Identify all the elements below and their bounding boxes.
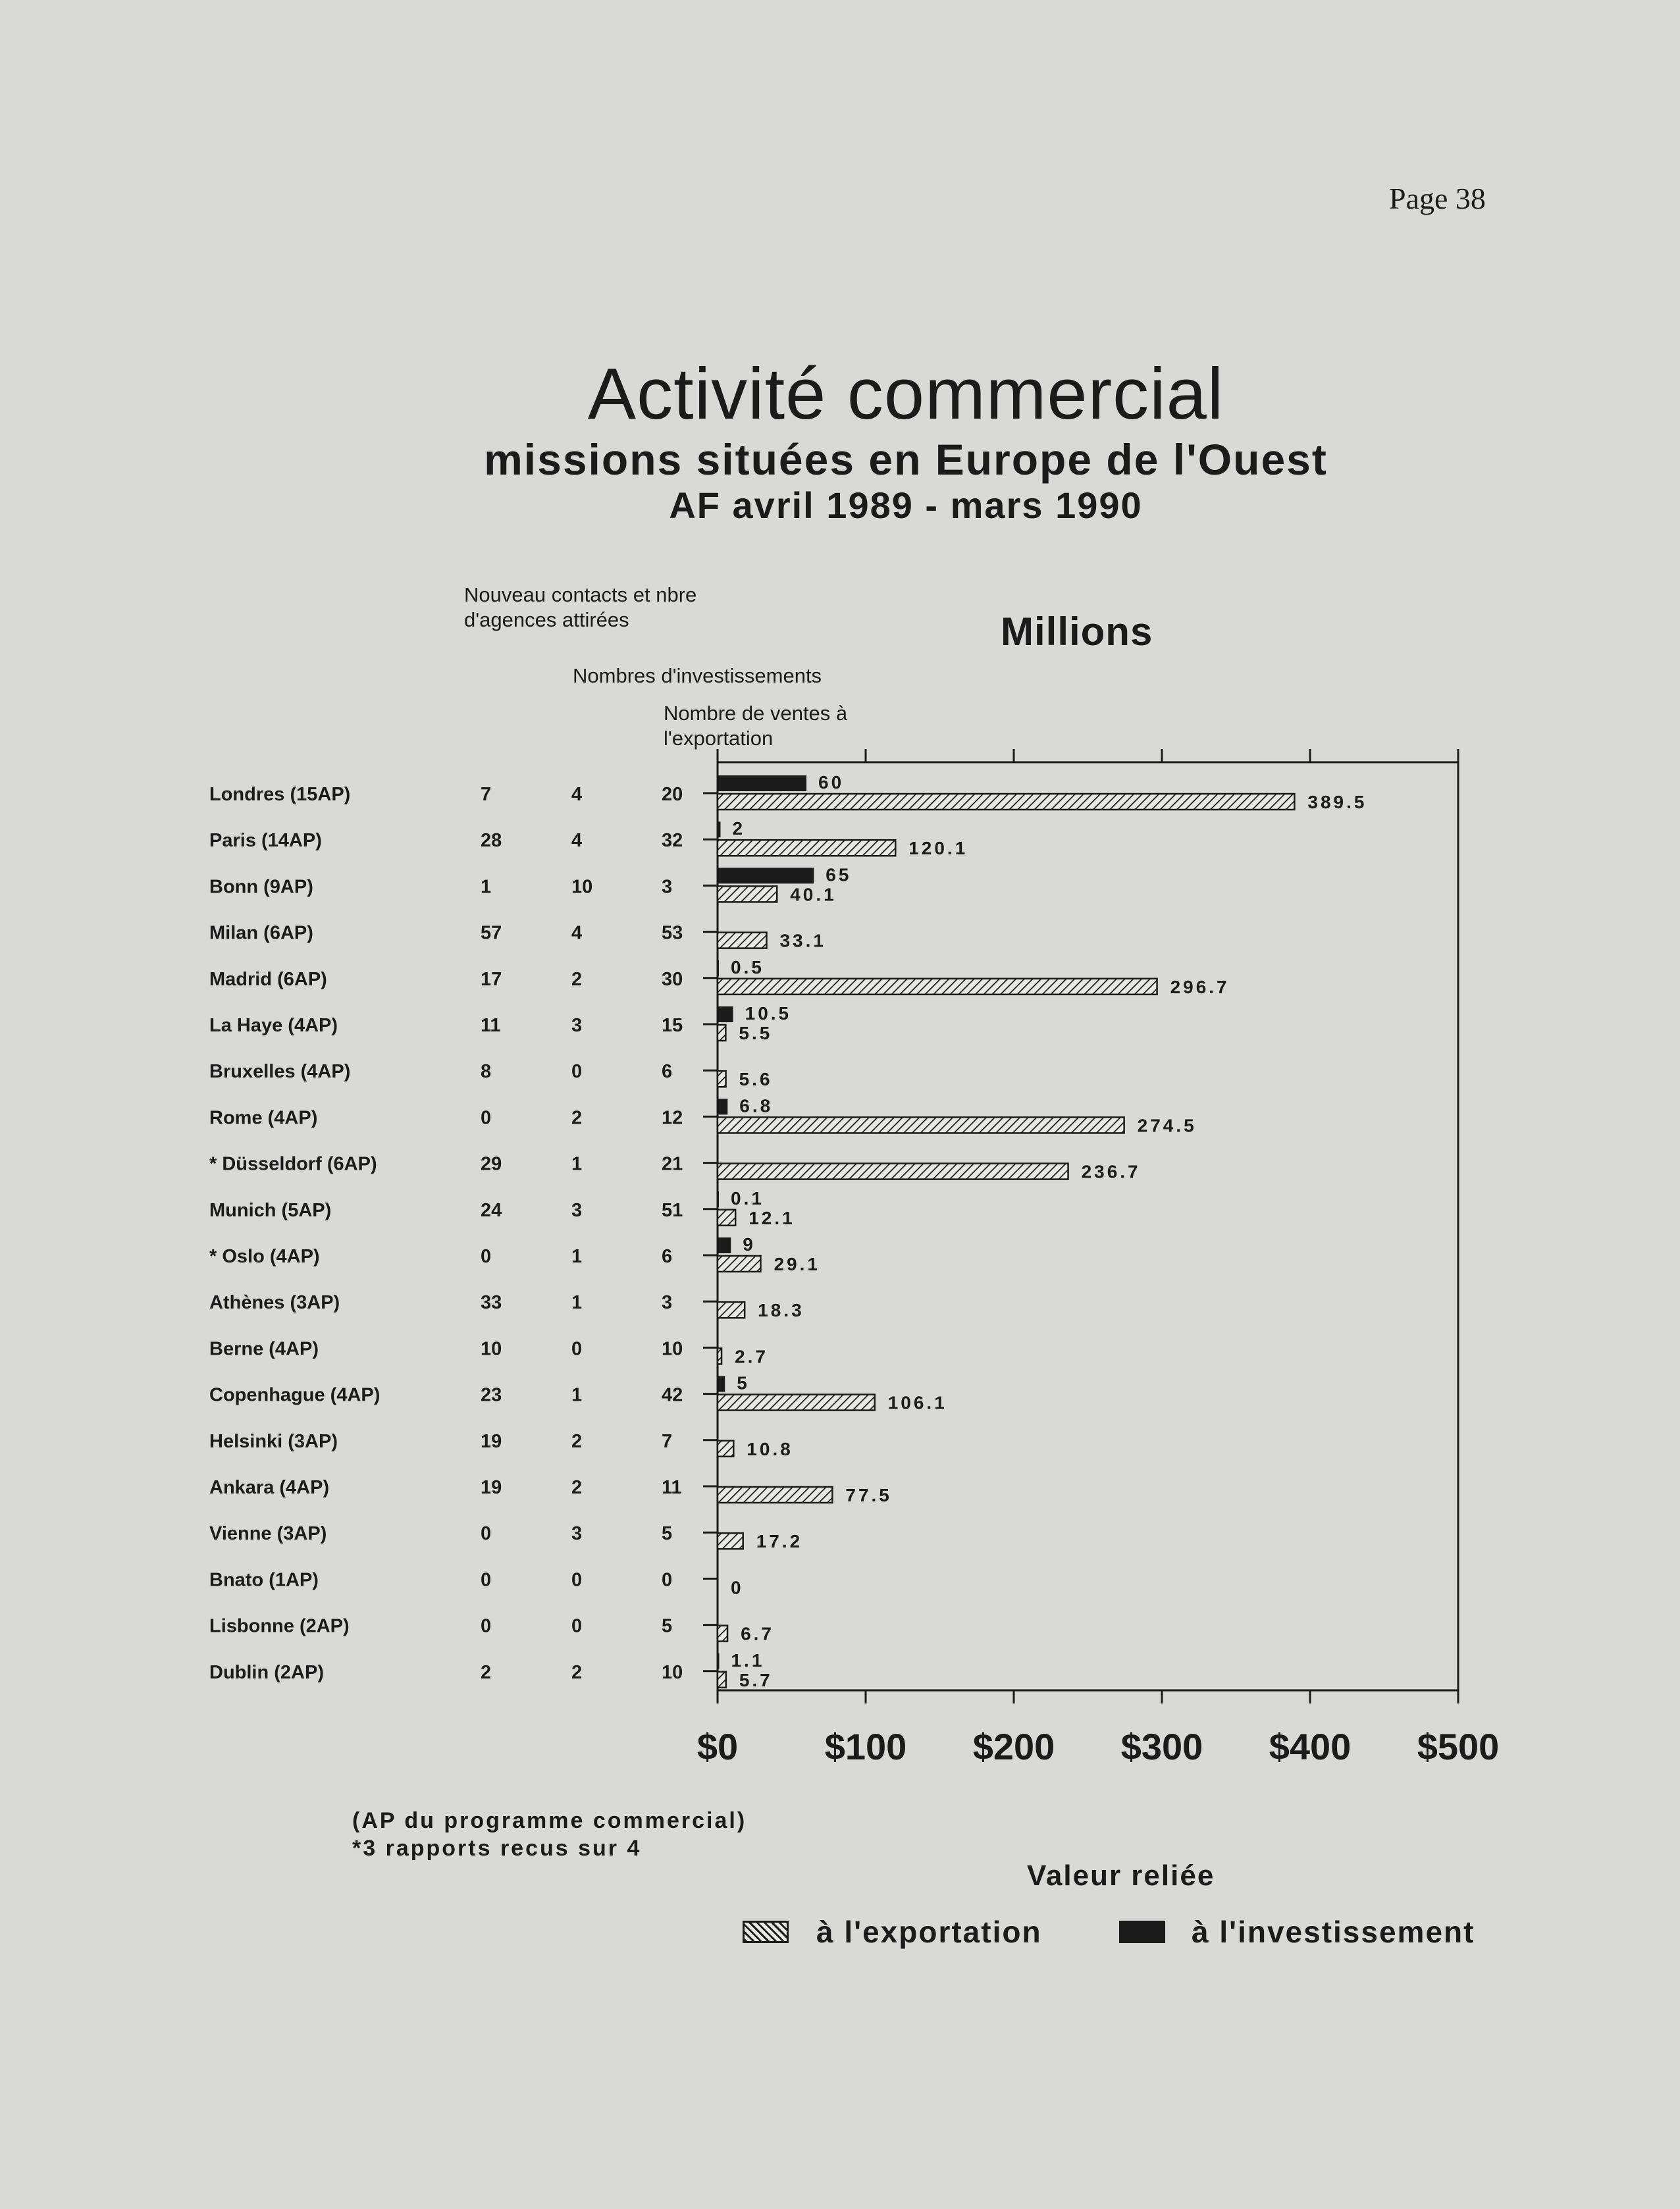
row-contacts: 0 <box>481 1569 492 1591</box>
bar-export <box>718 1164 1068 1180</box>
bar-export-label: 5.7 <box>739 1669 773 1690</box>
row-sales: 5 <box>662 1523 673 1545</box>
row-sales: 42 <box>662 1384 683 1406</box>
row-contacts: 33 <box>481 1292 502 1314</box>
bar-export <box>718 1487 832 1503</box>
legend-invest-swatch <box>1119 1921 1165 1943</box>
bar-export <box>718 1395 875 1411</box>
bar-invest <box>718 1191 719 1207</box>
row-contacts: 0 <box>481 1615 492 1637</box>
row-label: La Haye (4AP) <box>209 1015 338 1036</box>
row-investments: 1 <box>571 1153 583 1175</box>
row-label: Berne (4AP) <box>209 1338 319 1360</box>
x-tick-label: $300 <box>1120 1726 1203 1767</box>
legend-export-label: à l'exportation <box>816 1915 1042 1949</box>
row-contacts: 1 <box>481 876 492 898</box>
bar-export <box>718 1533 743 1549</box>
row-label: * Oslo (4AP) <box>209 1246 320 1267</box>
row-sales: 10 <box>662 1338 683 1360</box>
row-label: Bruxelles (4AP) <box>209 1061 351 1083</box>
row-label: Lisbonne (2AP) <box>209 1615 350 1637</box>
bar-export <box>718 1626 727 1642</box>
bar-export <box>718 886 777 902</box>
bar-export <box>718 1302 745 1318</box>
row-contacts: 17 <box>481 968 502 990</box>
row-sales: 21 <box>662 1153 683 1175</box>
bar-export <box>718 1117 1124 1133</box>
column-header-investments: Nombres d'investissements <box>573 664 822 687</box>
bar-export-label: 120.1 <box>908 838 968 859</box>
bar-export-label: 106.1 <box>887 1392 947 1413</box>
chart-period: AF avril 1989 - mars 1990 <box>669 484 1143 526</box>
row-contacts: 28 <box>481 830 502 852</box>
row-sales: 10 <box>662 1661 683 1683</box>
row-contacts: 24 <box>481 1199 502 1221</box>
bar-invest-label: 6.8 <box>739 1095 774 1116</box>
row-contacts: 10 <box>481 1338 502 1360</box>
row-investments: 4 <box>571 922 583 944</box>
bar-export <box>718 1210 735 1226</box>
row-contacts: 19 <box>481 1430 502 1452</box>
row-label: Paris (14AP) <box>209 830 322 852</box>
bar-invest-label: 0.5 <box>731 956 764 977</box>
bar-invest <box>718 960 719 976</box>
bar-export <box>718 1441 733 1457</box>
bar-export <box>718 933 766 949</box>
bar-export <box>718 979 1157 995</box>
row-contacts: 8 <box>481 1061 492 1083</box>
x-tick-label: $0 <box>696 1726 739 1767</box>
bar-invest-label: 10.5 <box>745 1003 792 1024</box>
row-sales: 20 <box>662 784 683 805</box>
row-contacts: 2 <box>481 1661 492 1683</box>
row-sales: 30 <box>662 968 683 990</box>
bar-invest <box>718 1099 727 1114</box>
row-investments: 0 <box>571 1615 583 1637</box>
x-tick-label: $100 <box>824 1726 907 1767</box>
bar-export-label: 6.7 <box>741 1623 775 1644</box>
row-label: Athènes (3AP) <box>209 1292 340 1314</box>
row-investments: 2 <box>571 1107 583 1129</box>
legend-export-swatch <box>743 1921 789 1943</box>
bar-invest <box>718 1653 719 1669</box>
row-sales: 12 <box>662 1107 683 1129</box>
row-investments: 1 <box>571 1384 583 1406</box>
footnotes <box>352 1807 747 1862</box>
bar-invest <box>718 1237 731 1253</box>
row-investments: 2 <box>571 1477 583 1498</box>
row-label: Helsinki (3AP) <box>209 1430 338 1452</box>
row-contacts: 57 <box>481 922 502 944</box>
x-tick-label: $500 <box>1417 1726 1500 1767</box>
bar-invest <box>718 821 721 837</box>
footnote-program: (AP du programme commercial) <box>352 1808 747 1833</box>
row-investments: 3 <box>571 1015 583 1036</box>
bar-invest-label: 9 <box>743 1234 756 1255</box>
row-label: Vienne (3AP) <box>209 1523 327 1545</box>
row-sales: 15 <box>662 1015 683 1036</box>
row-label: Rome (4AP) <box>209 1107 318 1129</box>
row-label: Bonn (9AP) <box>209 876 313 898</box>
x-tick-label: $400 <box>1269 1726 1352 1767</box>
row-label: Milan (6AP) <box>209 922 313 944</box>
row-contacts: 0 <box>481 1523 492 1545</box>
row-label: Bnato (1AP) <box>209 1569 319 1591</box>
row-contacts: 7 <box>481 784 492 805</box>
bar-export-label: 5.6 <box>739 1069 773 1090</box>
bar-export-label: 18.3 <box>758 1300 804 1321</box>
row-investments: 4 <box>571 784 583 805</box>
bar-export <box>718 1256 760 1272</box>
row-label: * Düsseldorf (6AP) <box>209 1153 377 1175</box>
bar-export <box>718 1348 722 1364</box>
row-contacts: 29 <box>481 1153 502 1175</box>
row-label: Copenhague (4AP) <box>209 1384 381 1406</box>
bar-export-label: 2.7 <box>735 1346 769 1367</box>
column-header-sales: Nombre de ventes à l'exportation <box>664 702 848 750</box>
bar-export-label: 12.1 <box>748 1207 795 1228</box>
row-sales: 11 <box>662 1477 682 1498</box>
row-label: Madrid (6AP) <box>209 968 327 990</box>
bar-export <box>718 1071 726 1087</box>
bar-invest-label: 60 <box>818 772 845 793</box>
bar-invest <box>718 775 806 791</box>
row-label: Londres (15AP) <box>209 784 351 805</box>
row-label: Dublin (2AP) <box>209 1661 324 1683</box>
row-contacts: 0 <box>481 1107 492 1129</box>
bar-export-label: 33.1 <box>779 930 826 951</box>
row-sales: 6 <box>662 1246 673 1267</box>
bar-export-label: 29.1 <box>774 1254 820 1274</box>
x-tick-label: $200 <box>972 1726 1055 1767</box>
row-contacts: 19 <box>481 1477 502 1498</box>
row-investments: 3 <box>571 1523 583 1545</box>
bar-invest <box>718 1376 725 1392</box>
row-investments: 0 <box>571 1569 583 1591</box>
row-sales: 3 <box>662 1292 673 1314</box>
row-sales: 6 <box>662 1061 673 1083</box>
legend-title: Valeur reliée <box>1027 1859 1215 1892</box>
row-sales: 51 <box>662 1199 683 1221</box>
bar-export-label: 274.5 <box>1137 1115 1197 1136</box>
bar-export <box>718 794 1294 810</box>
row-investments: 1 <box>571 1246 583 1267</box>
bar-invest-label: 2 <box>732 818 746 839</box>
row-contacts: 11 <box>481 1015 501 1036</box>
row-investments: 4 <box>571 830 583 852</box>
bar-export-label: 236.7 <box>1081 1161 1141 1182</box>
row-investments: 3 <box>571 1199 583 1221</box>
row-investments: 2 <box>571 968 583 990</box>
bar-export-label: 389.5 <box>1307 792 1367 812</box>
bar-export <box>718 840 895 856</box>
row-sales: 7 <box>662 1430 673 1452</box>
row-sales: 5 <box>662 1615 673 1637</box>
legend-invest-label: à l'investissement <box>1192 1915 1475 1949</box>
column-header-contacts: Nouveau contacts et nbre d'agences attirées <box>464 583 697 631</box>
bar-export-label: 40.1 <box>790 884 837 905</box>
bar-export-label: 17.2 <box>756 1531 803 1552</box>
bar-invest <box>718 1006 733 1022</box>
row-label: Ankara (4AP) <box>209 1477 330 1498</box>
bar-export <box>718 1025 725 1041</box>
row-sales: 0 <box>662 1569 673 1591</box>
row-investments: 2 <box>571 1661 583 1683</box>
bar-export <box>718 1672 726 1688</box>
bar-invest-label: 1.1 <box>731 1650 765 1671</box>
row-sales: 32 <box>662 830 683 852</box>
footnote-reports: *3 rapports recus sur 4 <box>352 1836 642 1861</box>
chart-bars <box>718 772 1367 1690</box>
bar-export-label: 10.8 <box>747 1438 793 1459</box>
units-label: Millions <box>1001 610 1153 654</box>
row-investments: 0 <box>571 1338 583 1360</box>
row-label: Munich (5AP) <box>209 1199 332 1221</box>
row-contacts: 23 <box>481 1384 502 1406</box>
bar-invest-label: 65 <box>826 864 852 885</box>
bar-export-label: 5.5 <box>739 1023 773 1043</box>
bar-export-label: 296.7 <box>1170 976 1230 997</box>
chart-title: Activité commercial <box>587 353 1224 434</box>
bar-invest-label: 0.1 <box>731 1187 764 1208</box>
row-contacts: 0 <box>481 1246 492 1267</box>
bar-export-label: 77.5 <box>845 1485 892 1505</box>
bar-invest <box>718 868 814 883</box>
row-sales: 53 <box>662 922 683 944</box>
row-investments: 1 <box>571 1292 583 1314</box>
row-sales: 3 <box>662 876 673 898</box>
row-investments: 0 <box>571 1061 583 1083</box>
chart-subtitle: missions situées en Europe de l'Ouest <box>484 435 1328 484</box>
chart-rows <box>209 784 718 1683</box>
row-investments: 2 <box>571 1430 583 1452</box>
bar-invest-label: 5 <box>737 1372 750 1393</box>
bar-export-label: 0 <box>731 1577 744 1598</box>
page-number: Page 38 <box>1389 182 1486 215</box>
row-investments: 10 <box>571 876 593 898</box>
